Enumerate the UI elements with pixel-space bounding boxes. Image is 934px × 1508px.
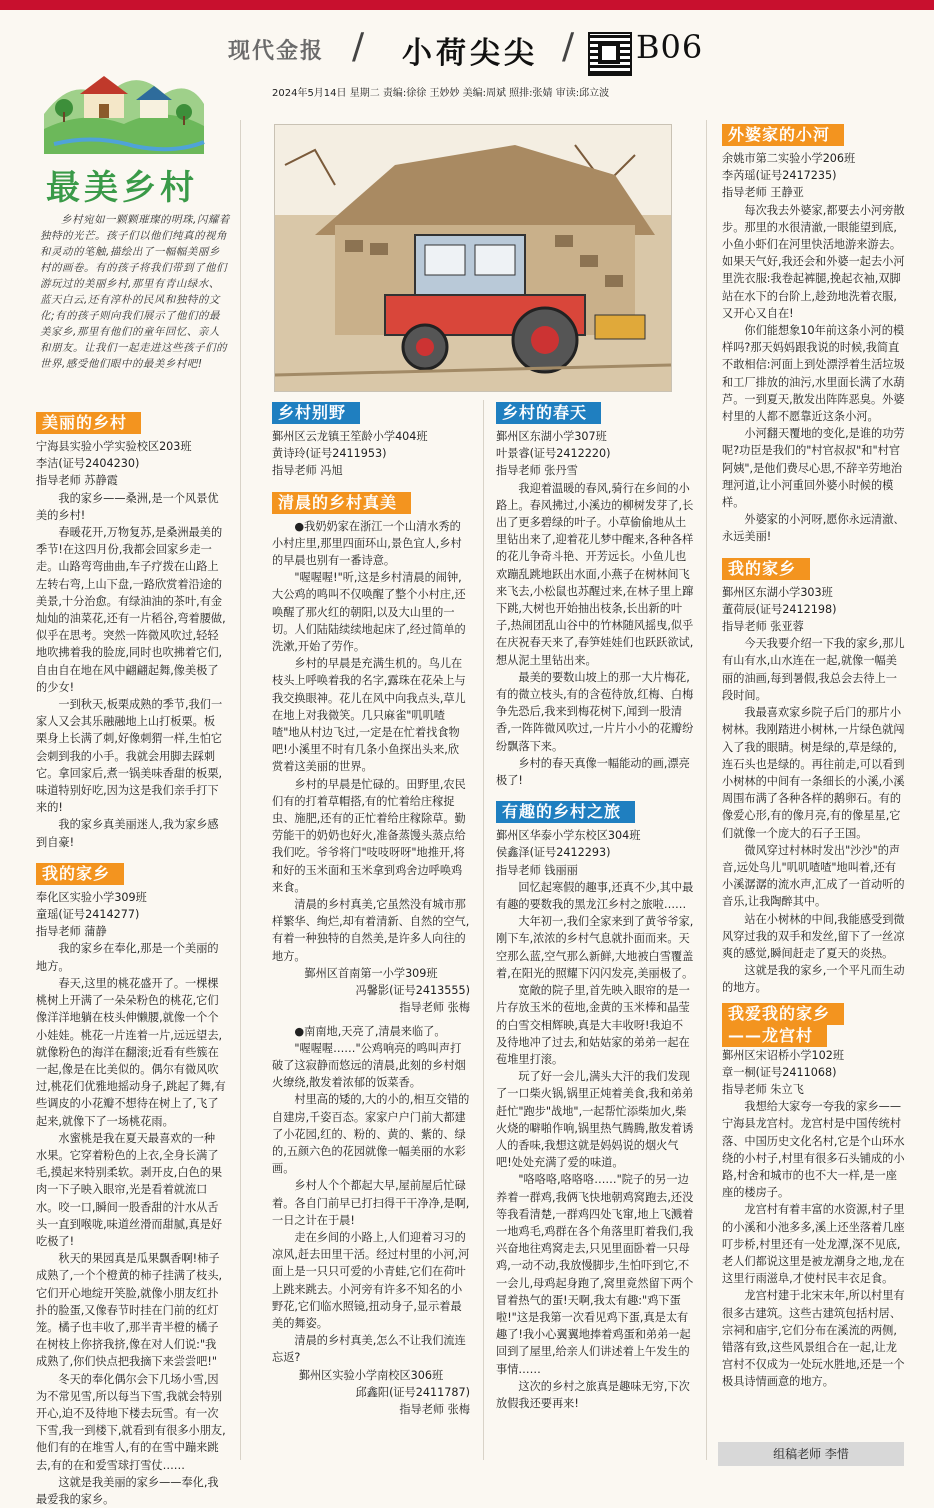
teacher: 指导老师 钱丽丽 [496, 863, 578, 877]
column-divider [483, 400, 484, 1460]
teacher: 指导老师 张丹雪 [496, 464, 578, 478]
paragraph: 微风穿过村林时发出"沙沙"的声音,远处鸟儿"叽叽喳喳"地叫着,还有小溪潺潺的流水声,汇成了一首动听的音乐,让我陶醉其中。 [722, 843, 905, 909]
signature: 邱鑫阳(证号2411787) [355, 1385, 470, 1399]
paragraph: 龙宫村有着丰富的水资源,村子里的小溪和小池多多,溪上还坐落着几座叮步桥,村里还有一处龙潭,深不见底,老人们都说这里是被龙潮身之地,龙在这里行雨滋阜,才使村民丰衣足食。 [722, 1203, 905, 1286]
school: 奉化区实验小学309班 [36, 890, 147, 904]
signature: 指导老师 张梅 [399, 1402, 470, 1416]
paragraph: 乡村的春天真像一幅能动的画,漂亮极了! [496, 756, 690, 788]
article-title: 乡村的春天 [496, 402, 601, 424]
paragraph: 龙宫村建于北宋末年,所以村里有很多古建筑。这些古建筑包括村居、宗祠和庙宇,它们分布在溪流的两侧,错落有致,这些风景组合在一起,让龙宫村不仅成为一处玩水胜地,还是一个极具诗情画意的地方。 [722, 1289, 905, 1389]
paragraph: 大年初一,我们全家来到了黄爷爷家,刚下车,浓浓的乡村气息就扑面而来。天空那么蓝,空气那么新鲜,大地被白雪覆盖着,在阳光的照耀下闪闪发亮,美丽极了。 [496, 915, 694, 980]
paragraph: 宽敞的院子里,首先映入眼帘的是一片存放玉米的苞地,金黄的玉米棒和晶莹的白雪交相辉映,真是大丰收呀!我迫不及待地冲了过去,和姑姑家的弟弟一起在苞堆里打滚。 [496, 984, 690, 1066]
school: 鄞州区华泰小学东校区304班 [496, 829, 641, 843]
left-column [36, 406, 226, 1506]
date-editor-line: 2024年5月14日 星期二 责编:徐徐 王妙妙 美编:周斌 照排:张婧 审读:邱立波 [272, 88, 610, 99]
signature: 鄞州区实验小学南校区306班 [298, 1368, 444, 1382]
article-title: 乡村别野 [272, 402, 360, 424]
school: 余姚市第二实验小学206班 [722, 152, 856, 165]
teacher: 指导老师 冯旭 [272, 464, 343, 478]
paragraph: 回忆起寒假的趣事,还真不少,其中最有趣的要数我的黑龙江乡村之旅啦…… [496, 880, 694, 912]
paragraph: 水蜜桃是我在夏天最喜欢的一种水果。它穿着粉色的上衣,全身长满了毛,摸起来特别柔软。剥开皮,白色的果肉一下子映入眼帘,光是看着就流口水。咬一口,瞬间一股香甜的汁水从舌头一直到喉咙,味道丝滑而甜腻,真是好吃极了! [36, 1131, 223, 1248]
paragraph: 乡村人个个都起大早,屋前屋后忙碌着。各自门前早已打扫得干干净净,是啊,一日之计在于晨! [272, 1179, 470, 1227]
paragraph: 我迎着温暖的春风,骑行在乡间的小路上。春风拂过,小溪边的柳树发芽了,长出了更多碧绿的叶子。小草偷偷地从土里钻出来了,迎着花儿梦中醒来,各种各样的花儿争奇斗艳、开芳远长。小鱼儿也欢蹦乱跳地跃出水面,小燕子在树林间飞来飞去,小松鼠也苏醒过来,在林子里上蹿下跳,大树也开始抽出枝条,长出新的叶子,热闹团乱山谷中的竹林随风摇曳,似乎在庆祝春天来了,春笋娃娃们也跃跃欲试,想从泥土里钻出来。 [496, 481, 694, 667]
author: 黄诗玲(证号2411953) [272, 447, 387, 461]
article-subtitle: ——龙宫村 [722, 1025, 827, 1047]
feature-title: 最美乡村 [46, 168, 198, 208]
paragraph: 今天我要介绍一下我的家乡,那儿有山有水,山水连在一起,就像一幅美丽的油画,每到暑假,我总会去待上一段时间。 [722, 637, 905, 702]
paragraph: 村里高的矮的,大的小的,相互交错的自建房,千姿百态。家家户户门前大都建了小花园,红的、粉的、黄的、紫的、绿的,五颜六色的花园就像一幅美丽的水彩画。 [272, 1093, 470, 1176]
teacher: 指导老师 蒲静 [36, 925, 107, 939]
paragraph: 一到秋天,板栗成熟的季节,我们一家人又会其乐融融地上山打板栗。板栗身上长满了刺,好像刺猬一样,生怕它会刺到我的小手。我就会用脚去踩刺它。拿回家后,煮一锅美味香甜的板栗,味道特别好吃,因为这是我们亲手打下来的! [36, 698, 223, 815]
paragraph: 最美的要数山坡上的那一大片梅花,有的微立枝头,有的含苞待放,红梅、白梅争先恐后,我来到梅花树下,闻到一股清香,一阵阵微风吹过,一片片小小的花瓣纷纷飘落下来。 [496, 670, 694, 753]
feature-intro: 乡村宛如一颗颗璀璨的明珠,闪耀着独特的光芒。孩子们以他们纯真的视角和灵动的笔触,描绘出了一幅幅美丽乡村的画卷。有的孩子将我们带到了他们游玩过的美丽乡村,那里有青山绿水、蓝天白云,还有淳朴的民风和独特的文化;有的孩子则向我们展示了他们的最美家乡,那里有他们的童年回忆、亲人和朋友。让我们一起走进这些孩子们的世界,感受他们眼中的最美乡村吧! [40, 214, 230, 370]
teacher: 指导老师 王静亚 [722, 186, 804, 200]
school: 鄞州区东湖小学307班 [496, 430, 607, 443]
article-title: 清晨的乡村真美 [272, 492, 411, 514]
middle-left-column [272, 396, 470, 1466]
paragraph: ●我奶奶家在浙江一个山清水秀的小村庄里,那里四面环山,景色宜人,乡村的早晨也别有一番诗意。 [272, 519, 462, 568]
author: 李芮瑶(证号2417235) [722, 169, 837, 183]
paragraph: 每次我去外婆家,都要去小河旁散步。那里的水很清澈,一眼能望到底,小鱼小虾们在河里快活地游来游去。如果天气好,我还会和外婆一起去小河里洗衣服:我卷起裤腿,挽起衣袖,双脚站在水下的台阶上,趁劲地洗着衣服,又开心又自在! [722, 203, 905, 320]
article-title: 美丽的乡村 [36, 412, 141, 434]
qr-code-icon [588, 32, 632, 76]
paragraph: 这就是我的家乡,一个平凡而生动的地方。 [722, 964, 905, 995]
paragraph: 我的家乡真美丽迷人,我为家乡感到自豪! [36, 818, 219, 849]
school: 鄞州区宋诏桥小学102班 [722, 1048, 845, 1062]
paragraph: 你们能想象10年前这条小河的模样吗?那天妈妈跟我说的时候,我简直不敢相信:河面上到处漂浮着生活垃圾和工厂排放的油污,水里面长满了水葫芦。一到夏天,散发出阵阵恶臭。外婆村里的人都不愿靠近这条小河。 [722, 324, 905, 424]
middle-right-column [496, 396, 694, 1466]
paragraph: 清晨的乡村真美,它虽然没有城市那样繁华、绚烂,却有着清新、自然的空气,有着一种独特的自然美,是许多人向往的地方。 [272, 898, 470, 963]
paragraph: 这就是我美丽的家乡——奉化,我最爱我的家乡。 [36, 1475, 219, 1506]
paragraph: 我最喜欢家乡院子后门的那片小树林。我刚踏进小树林,一片绿色就闯入了我的眼睛。树是绿的,草是绿的,连石头也是绿的。再往前走,可以看到小树林的中间有一条细长的小溪,小溪周围布满了各种各样的鹅卵石。有的像爱心形,有的像月亮,有的像星星,它们就像一个庞大的石子王国。 [722, 706, 905, 840]
divider-slash: / [352, 26, 365, 67]
editor-credit: 组稿老师 李惜 [718, 1442, 904, 1466]
author: 童瑶(证号2414277) [36, 908, 140, 922]
author: 侯鑫泽(证号2412293) [496, 846, 611, 860]
paragraph: 乡村的早晨是充满生机的。鸟儿在枝头上呼唤着我的名字,露珠在花朵上与我交换眼神。花儿在风中向我点头,草儿在地上对我微笑。几只麻雀"叽叽喳喳"地从村边飞过,一定是在忙着找食物吧!小溪里不时有几条小鱼探出头来,欣赏着这美丽的世界。 [272, 657, 466, 774]
school: 鄞州区云龙镇王笙龄小学404班 [272, 430, 428, 443]
column-divider [240, 120, 241, 1460]
paragraph: 玩了好一会儿,满头大汗的我们发现了一口柴火锅,锅里正炖着美食,我和弟弟赶忙"跑步"战地",一起帮忙添柴加火,柴火烧的噼啪作响,锅里热气腾腾,散发着诱人的香味,我想这就是妈妈说的烟火气吧!处处充满了爱的味道。 [496, 1070, 694, 1170]
signature: 冯馨影(证号2413555) [355, 984, 470, 998]
paragraph: 走在乡间的小路上,人们迎着习习的凉风,赶去田里干活。经过村里的小河,河面上是一只只可爱的小青蛙,它们在荷叶上跳来跳去。小河旁有许多不知名的小野花,它们临水照镜,扭动身子,显示着最美的舞姿。 [272, 1230, 470, 1330]
article-title: 我的家乡 [36, 863, 124, 885]
article-title: 外婆家的小河 [722, 124, 844, 146]
right-column [722, 118, 906, 1436]
paragraph: "咯咯咯,咯咯咯……"院子的另一边养着一群鸡,我俩飞快地朝鸡窝跑去,还没等我看清楚,一群鸡四处飞窜,地上飞溅着一地鸡毛,鸡群在各个角落里盯着我们,我兴奋地往鸡窝走去,只见里面卧着一只母鸡,一动不动,我放慢脚步,生怕吓到它,不一会儿,母鸡起身跑了,窝里竟然留下两个冒着热气的蛋!天啊,我太有趣:"鸡下蛋啦!"这是我第一次看见鸡下蛋,真是太有趣了!我小心翼翼地捧着鸡蛋和弟弟一起回到了屋里,给亲人们讲述着上午发生的事情…… [496, 1173, 694, 1376]
author: 叶景睿(证号2412220) [496, 447, 611, 461]
paragraph: 乡村的早晨是忙碌的。田野里,农民们有的打着草帽搭,有的忙着给庄稼捉虫、施肥,还有的正忙着给庄稼除草。勤劳能干的奶奶也好火,准备蒸馒头蒸点给我们吃。爷爷将门"吱吱呀呀"地推开,将和好的玉米面和玉米拿到鸡舍边呼唤鸡来食。 [272, 777, 466, 894]
paragraph: 我想给大家夸一夸我的家乡——宁海县龙宫村。龙宫村是中国传统村落、中国历史文化名村,它是个山环水绕的小村子,村里有很多石头铺成的小路,村舍和城市的也不大一样,是一座座的楼房子。 [722, 1100, 905, 1200]
author: 章一桐(证号2411068) [722, 1065, 837, 1079]
section-title: 小荷尖尖 [402, 36, 538, 71]
paragraph: 站在小树林的中间,我能感受到微风穿过我的双手和发丝,留下了一丝凉爽的感觉,瞬间赶走了夏天的炎热。 [722, 912, 905, 960]
paragraph: 我的家乡在奉化,那是一个美丽的地方。 [36, 942, 219, 973]
top-red-bar [0, 0, 934, 10]
teacher: 指导老师 苏静霞 [36, 474, 118, 488]
village-illustration [44, 54, 204, 154]
paragraph: 清晨的乡村真美,怎么不让我们流连忘返? [272, 1334, 466, 1365]
paragraph: "喔喔喔……"公鸡响亮的鸣叫声打破了这寂静而悠远的清晨,此刻的乡村烟火缭绕,散发着浓郁的饭菜香。 [272, 1041, 466, 1090]
divider-slash: / [562, 26, 575, 67]
paragraph: 外婆家的小河呀,愿你永远清澈、永远美丽! [722, 513, 905, 544]
teacher: 指导老师 朱立飞 [722, 1082, 804, 1096]
author: 李洁(证号2404230) [36, 457, 140, 471]
author: 董荷辰(证号2412198) [722, 602, 837, 616]
school: 宁海县实验小学实验校区203班 [36, 440, 192, 453]
school: 鄞州区东湖小学303班 [722, 585, 833, 599]
column-divider [706, 120, 707, 1460]
page-number: B06 [636, 28, 704, 66]
paragraph: 冬天的奉化偶尔会下几场小雪,因为不常见雪,所以每当下雪,我就会特别开心,迫不及待地下楼去玩雪。有一次下雪,我一到楼下,就看到有很多小朋友,他们有的在堆雪人,有的在雪中蹦来跳去,有的在和爱雪球打雪仗…… [36, 1372, 226, 1472]
paragraph: 春暖花开,万物复苏,是桑洲最美的季节!在这四月份,我都会回家乡走一走。山路弯弯曲曲,车子疗拨在山路上左转右弯,上山下盘,一路欣赏着沿途的美景,十分治愈。有绿油油的茶叶,有金灿灿的油菜花,还有一片稻谷,弯着腰做,似乎在思考。突然一阵微风吹过,轻轻地吹拂着我的脸庞,同时也吹拂着它们,自由自在地在风中翩翩起舞,像美极了的少女! [36, 526, 226, 694]
paragraph: "喔喔喔!"听,这是乡村清晨的闹钟,大公鸡的鸣叫不仅唤醒了整个小村庄,还唤醒了那火红的朝阳,以及大山里的一切。人们陆陆续续地起床了,经过简单的洗漱,开始了劳作。 [272, 571, 466, 654]
paragraph: ●南南地,天亮了,清晨来临了。 [294, 1024, 446, 1038]
article-title: 我爱我的家乡 [722, 1003, 844, 1025]
paragraph: 这次的乡村之旅真是趣味无穷,下次放假我还要再来! [496, 1379, 690, 1410]
brand-name: 现代金报 [228, 38, 325, 64]
article-title: 我的家乡 [722, 558, 810, 580]
article-title: 有趣的乡村之旅 [496, 801, 635, 823]
paragraph: 春天,这里的桃花盛开了。一棵棵桃树上开满了一朵朵粉色的桃花,它们像洋洋地躺在枝头伸懒腰,就像一个个小娃娃。桃花一片连着一片,远远望去,就像粉色的海洋在翻滚;近看有些簇在一起,像是在比美似的。偶尔有微风吹过,桃花们优雅地摇动身子,跳起了舞,有些调皮的小花瓣不想待在树上了,飞了起来,就像下了一场桃花雨。 [36, 976, 226, 1128]
paragraph: 小河翻天覆地的变化,是谁的功劳呢?功臣是我们的"村官叔叔"和"村官阿姨",是他们费尽心思,不辞辛劳地治理河道,让小河重回外婆小时候的模样。 [722, 427, 905, 510]
signature: 指导老师 张梅 [399, 1001, 470, 1015]
teacher: 指导老师 张亚蓉 [722, 620, 804, 634]
paragraph: 秋天的果园真是瓜果飘香啊!柿子成熟了,一个个橙黄的柿子挂满了枝头,它们开心地绽开笑脸,就像小朋友红扑扑的脸蛋,又像春节时挂在门前的红灯笼。橘子也丰收了,那半青半橙的橘子在树枝上你挤我挤,像在对人们说:"我成熟了,你们快点把我摘下来尝尝吧!" [36, 1252, 223, 1369]
signature: 鄞州区首南第一小学309班 [304, 966, 438, 980]
tractor-painting [274, 124, 672, 392]
paragraph: 我的家乡——桑洲,是一个风景优美的乡村! [36, 491, 219, 522]
